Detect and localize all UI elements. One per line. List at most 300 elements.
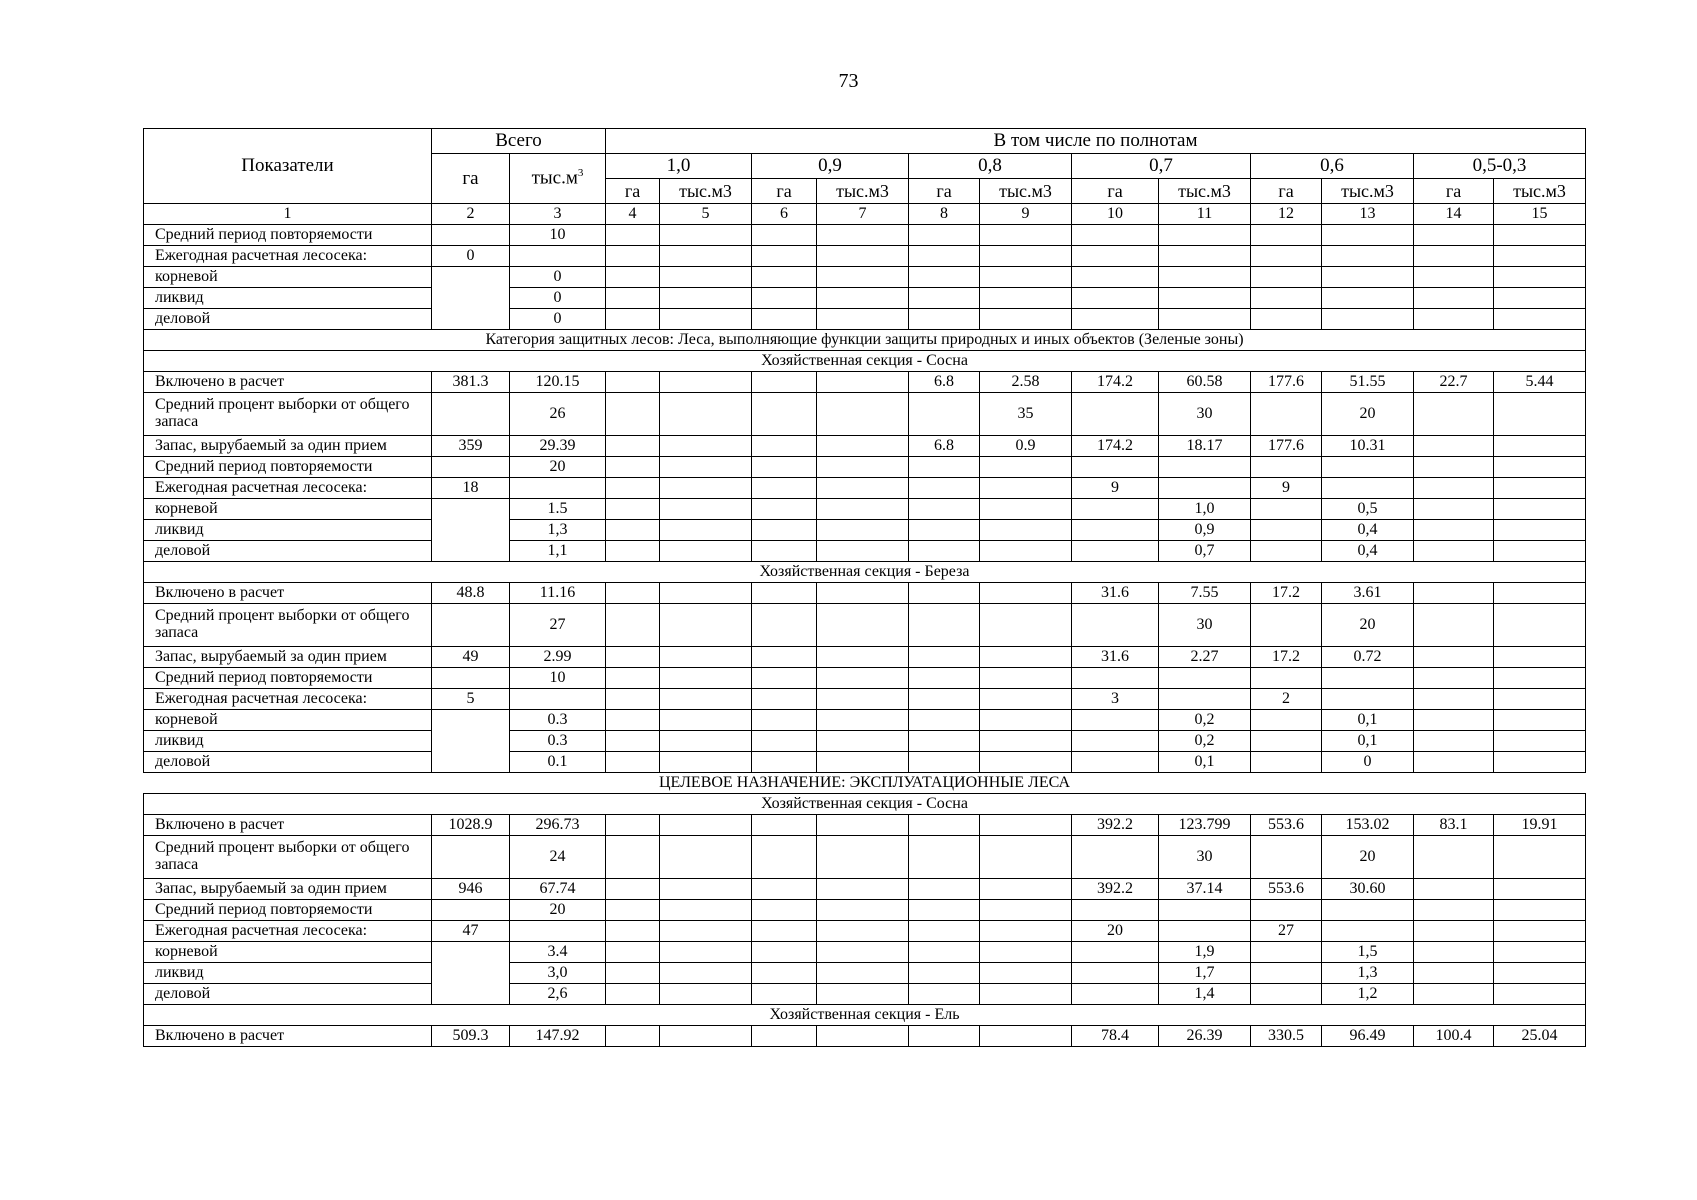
total-header: Всего <box>432 129 606 154</box>
table-cell: 3.4 <box>510 942 606 963</box>
table-cell: 6.8 <box>909 372 980 393</box>
table-cell <box>660 583 752 604</box>
column-number-row <box>144 204 1586 225</box>
section-row <box>144 330 1586 351</box>
table-cell <box>817 457 909 478</box>
table-cell <box>1414 647 1494 668</box>
table-cell <box>909 225 980 246</box>
table-cell <box>817 604 909 647</box>
table-cell: 30 <box>1159 836 1251 879</box>
table-cell: 5 <box>432 689 510 710</box>
table-cell <box>752 499 817 520</box>
table-row <box>144 1026 1586 1047</box>
table-cell: 0.9 <box>980 436 1072 457</box>
table-cell <box>432 604 510 647</box>
table-cell <box>1494 731 1586 752</box>
table-row <box>144 815 1586 836</box>
table-cell <box>1414 457 1494 478</box>
density-header: 1,0 <box>606 154 752 179</box>
table-cell: 1028.9 <box>432 815 510 836</box>
table-cell <box>817 731 909 752</box>
table-cell <box>660 520 752 541</box>
table-cell: 30 <box>1159 393 1251 436</box>
table-cell: 174.2 <box>1072 436 1159 457</box>
table-cell: 0.72 <box>1322 647 1414 668</box>
table-cell <box>909 604 980 647</box>
table-cell <box>1072 457 1159 478</box>
table-cell <box>660 225 752 246</box>
table-cell <box>817 541 909 562</box>
table-cell <box>660 1026 752 1047</box>
table-cell <box>606 457 660 478</box>
table-cell <box>1414 668 1494 689</box>
total-ha-header: га <box>432 154 510 204</box>
table-row <box>144 752 1586 773</box>
table-cell <box>510 478 606 499</box>
table-cell: 0,4 <box>1322 541 1414 562</box>
table-cell: 11.16 <box>510 583 606 604</box>
table-cell: 1,3 <box>510 520 606 541</box>
table-cell <box>1414 942 1494 963</box>
table-cell <box>752 921 817 942</box>
table-cell <box>909 583 980 604</box>
table-cell <box>980 752 1072 773</box>
table-cell <box>1414 836 1494 879</box>
table-cell: 1.5 <box>510 499 606 520</box>
table-cell <box>909 836 980 879</box>
table-cell <box>1251 309 1322 330</box>
table-cell: 392.2 <box>1072 815 1159 836</box>
table-cell <box>1322 689 1414 710</box>
table-cell <box>1072 246 1159 267</box>
table-cell <box>660 541 752 562</box>
table-cell <box>817 984 909 1005</box>
table-cell: 29.39 <box>510 436 606 457</box>
table-cell: 1,4 <box>1159 984 1251 1005</box>
table-cell <box>1251 984 1322 1005</box>
table-cell: 0,2 <box>1159 710 1251 731</box>
table-cell <box>752 246 817 267</box>
table-cell: 2.99 <box>510 647 606 668</box>
section-row <box>144 351 1586 372</box>
table-cell <box>1251 393 1322 436</box>
table-cell <box>817 583 909 604</box>
column-number: 12 <box>1251 204 1322 225</box>
table-cell <box>1494 647 1586 668</box>
table-cell <box>817 478 909 499</box>
ha-subheader: га <box>606 179 660 204</box>
table-cell <box>1414 267 1494 288</box>
table-cell: 20 <box>510 457 606 478</box>
table-cell <box>432 900 510 921</box>
table-cell <box>660 963 752 984</box>
table-cell <box>817 436 909 457</box>
table-cell: 37.14 <box>1159 879 1251 900</box>
table-cell <box>1414 393 1494 436</box>
table-cell <box>1414 963 1494 984</box>
table-cell <box>817 288 909 309</box>
table-cell: 1,7 <box>1159 963 1251 984</box>
column-number: 1 <box>144 204 432 225</box>
table-cell <box>1072 393 1159 436</box>
volume-subheader: тыс.м3 <box>1159 179 1251 204</box>
table-cell <box>1414 499 1494 520</box>
table-row <box>144 984 1586 1005</box>
table-cell <box>1251 668 1322 689</box>
row-label: Запас, вырубаемый за один прием <box>144 436 432 457</box>
table-cell <box>1072 984 1159 1005</box>
table-cell <box>752 815 817 836</box>
table-row <box>144 900 1586 921</box>
table-cell <box>1251 710 1322 731</box>
page-number: 73 <box>838 70 859 92</box>
table-cell: 5.44 <box>1494 372 1586 393</box>
table-body <box>144 225 1586 1047</box>
row-label: Включено в расчет <box>144 1026 432 1047</box>
table-cell <box>660 246 752 267</box>
table-cell <box>1322 246 1414 267</box>
table-cell <box>752 583 817 604</box>
table-cell: 30.60 <box>1322 879 1414 900</box>
table-cell: 1,5 <box>1322 942 1414 963</box>
table-cell <box>606 836 660 879</box>
table-cell <box>752 604 817 647</box>
table-cell <box>1414 436 1494 457</box>
table-row <box>144 246 1586 267</box>
table-cell: 1,0 <box>1159 499 1251 520</box>
table-cell <box>980 815 1072 836</box>
table-cell <box>1159 478 1251 499</box>
table-cell <box>1251 900 1322 921</box>
table-cell <box>909 752 980 773</box>
table-cell: 6.8 <box>909 436 980 457</box>
table-cell <box>752 288 817 309</box>
table-cell <box>1159 225 1251 246</box>
density-header: 0,9 <box>752 154 909 179</box>
row-label: ликвид <box>144 288 432 309</box>
table-cell <box>817 267 909 288</box>
table-cell: 2.58 <box>980 372 1072 393</box>
table-cell <box>1494 879 1586 900</box>
table-cell: 19.91 <box>1494 815 1586 836</box>
table-cell: 3.61 <box>1322 583 1414 604</box>
table-row <box>144 647 1586 668</box>
table-cell: 51.55 <box>1322 372 1414 393</box>
table-cell: 0,2 <box>1159 731 1251 752</box>
table-cell <box>752 647 817 668</box>
table-cell <box>980 710 1072 731</box>
row-label: корневой <box>144 710 432 731</box>
merged-area-cell <box>432 267 510 330</box>
table-cell <box>1159 921 1251 942</box>
table-cell <box>606 288 660 309</box>
table-cell: 10.31 <box>1322 436 1414 457</box>
row-label: Средний период повторяемости <box>144 457 432 478</box>
column-number: 2 <box>432 204 510 225</box>
table-cell <box>606 436 660 457</box>
table-cell <box>1494 583 1586 604</box>
table-cell <box>752 1026 817 1047</box>
table-cell <box>1322 288 1414 309</box>
table-cell <box>752 668 817 689</box>
table-cell <box>909 288 980 309</box>
table-cell <box>817 372 909 393</box>
volume-subheader: тыс.м3 <box>980 179 1072 204</box>
table-cell: 330.5 <box>1251 1026 1322 1047</box>
table-cell <box>1251 267 1322 288</box>
table-row <box>144 541 1586 562</box>
table-row <box>144 921 1586 942</box>
table-cell <box>1494 836 1586 879</box>
table-row <box>144 583 1586 604</box>
table-cell <box>1251 288 1322 309</box>
section-row <box>144 1005 1586 1026</box>
table-cell <box>606 689 660 710</box>
table-cell <box>1494 689 1586 710</box>
row-label: Ежегодная расчетная лесосека: <box>144 478 432 499</box>
table-cell: 31.6 <box>1072 647 1159 668</box>
table-cell <box>606 668 660 689</box>
table-cell <box>909 668 980 689</box>
table-cell <box>1159 246 1251 267</box>
table-cell <box>1072 225 1159 246</box>
table-cell <box>752 836 817 879</box>
table-cell <box>660 457 752 478</box>
table-cell <box>1251 457 1322 478</box>
table-cell <box>606 900 660 921</box>
table-cell <box>817 942 909 963</box>
table-cell <box>660 372 752 393</box>
table-cell <box>980 457 1072 478</box>
ha-subheader: га <box>1414 179 1494 204</box>
table-cell <box>752 900 817 921</box>
table-cell <box>660 267 752 288</box>
merged-area-cell <box>432 942 510 1005</box>
table-cell <box>1414 478 1494 499</box>
table-cell: 1,1 <box>510 541 606 562</box>
table-cell <box>980 731 1072 752</box>
table-cell <box>909 963 980 984</box>
table-cell <box>1251 225 1322 246</box>
table-cell <box>980 1026 1072 1047</box>
table-cell <box>1072 288 1159 309</box>
ha-subheader: га <box>752 179 817 204</box>
table-cell: 553.6 <box>1251 815 1322 836</box>
table-cell <box>606 372 660 393</box>
row-label: деловой <box>144 309 432 330</box>
table-row <box>144 689 1586 710</box>
table-cell <box>980 668 1072 689</box>
table-cell <box>1322 309 1414 330</box>
table-cell <box>752 752 817 773</box>
table-cell <box>606 499 660 520</box>
table-cell <box>606 752 660 773</box>
row-label: Включено в расчет <box>144 583 432 604</box>
density-header: 0,7 <box>1072 154 1251 179</box>
row-label: деловой <box>144 541 432 562</box>
table-cell: 100.4 <box>1414 1026 1494 1047</box>
purpose-row <box>144 773 1586 794</box>
table-cell <box>1494 942 1586 963</box>
table-cell <box>1494 457 1586 478</box>
table-cell <box>606 541 660 562</box>
row-label: Средний период повторяемости <box>144 668 432 689</box>
table-cell <box>817 668 909 689</box>
table-cell <box>980 963 1072 984</box>
table-cell <box>660 942 752 963</box>
ha-subheader: га <box>1072 179 1159 204</box>
table-cell <box>1322 668 1414 689</box>
table-cell: 509.3 <box>432 1026 510 1047</box>
table-cell: 553.6 <box>1251 879 1322 900</box>
table-cell <box>1494 984 1586 1005</box>
table-cell <box>1072 267 1159 288</box>
table-cell: 2 <box>1251 689 1322 710</box>
table-cell: 0 <box>432 246 510 267</box>
row-label: корневой <box>144 942 432 963</box>
table-cell <box>660 984 752 1005</box>
table-cell <box>606 604 660 647</box>
table-cell <box>1072 541 1159 562</box>
table-row <box>144 267 1586 288</box>
table-cell <box>1251 752 1322 773</box>
row-label: Средний период повторяемости <box>144 900 432 921</box>
forest-allowance-table <box>143 128 1586 1047</box>
table-cell: 177.6 <box>1251 436 1322 457</box>
purpose-title: ЦЕЛЕВОЕ НАЗНАЧЕНИЕ: ЭКСПЛУАТАЦИОННЫЕ ЛЕСА <box>144 773 1586 794</box>
table-cell <box>1414 246 1494 267</box>
table-row <box>144 836 1586 879</box>
table-cell <box>1159 900 1251 921</box>
table-cell <box>1072 309 1159 330</box>
table-cell <box>1072 900 1159 921</box>
table-cell <box>1494 225 1586 246</box>
row-label: Запас, вырубаемый за один прием <box>144 647 432 668</box>
table-cell <box>817 963 909 984</box>
table-row <box>144 436 1586 457</box>
table-row <box>144 457 1586 478</box>
table-cell <box>1414 879 1494 900</box>
table-cell <box>1494 921 1586 942</box>
table-row <box>144 963 1586 984</box>
table-cell <box>752 689 817 710</box>
table-cell: 78.4 <box>1072 1026 1159 1047</box>
row-label: Средний процент выборки от общего запаса <box>144 604 432 647</box>
table-cell <box>1414 583 1494 604</box>
column-number: 13 <box>1322 204 1414 225</box>
table-cell <box>909 647 980 668</box>
table-cell <box>752 541 817 562</box>
table-cell <box>1414 710 1494 731</box>
table-cell <box>817 921 909 942</box>
table-cell: 3,0 <box>510 963 606 984</box>
section-row <box>144 794 1586 815</box>
row-label: Запас, вырубаемый за один прием <box>144 879 432 900</box>
ha-subheader: га <box>909 179 980 204</box>
table-cell <box>817 225 909 246</box>
table-cell <box>909 499 980 520</box>
table-cell <box>1414 309 1494 330</box>
section-title: Категория защитных лесов: Леса, выполняющие функции защиты природных и иных объектов (Зеленые зоны) <box>144 330 1586 351</box>
table-cell <box>660 604 752 647</box>
table-cell <box>1414 288 1494 309</box>
table-cell <box>980 689 1072 710</box>
table-row <box>144 478 1586 499</box>
table-cell <box>909 984 980 1005</box>
by-density-header: В том числе по полнотам <box>606 129 1586 154</box>
table-cell: 25.04 <box>1494 1026 1586 1047</box>
table-cell <box>606 942 660 963</box>
table-cell <box>606 815 660 836</box>
table-cell <box>1251 963 1322 984</box>
table-cell <box>1072 836 1159 879</box>
table-cell: 0,4 <box>1322 520 1414 541</box>
table-cell <box>1322 225 1414 246</box>
table-cell: 27 <box>1251 921 1322 942</box>
table-cell <box>817 689 909 710</box>
table-row <box>144 731 1586 752</box>
table-cell <box>909 246 980 267</box>
row-label: Ежегодная расчетная лесосека: <box>144 921 432 942</box>
row-label: ликвид <box>144 520 432 541</box>
table-cell: 9 <box>1072 478 1159 499</box>
table-cell <box>606 963 660 984</box>
section-title: Хозяйственная секция - Ель <box>144 1005 1586 1026</box>
table-cell <box>980 942 1072 963</box>
table-cell <box>1494 436 1586 457</box>
table-cell <box>909 457 980 478</box>
column-number: 8 <box>909 204 980 225</box>
table-cell <box>1322 478 1414 499</box>
table-cell <box>980 478 1072 499</box>
table-cell <box>606 984 660 1005</box>
table-cell <box>1072 731 1159 752</box>
table-cell <box>980 604 1072 647</box>
table-cell <box>660 689 752 710</box>
row-label: ликвид <box>144 731 432 752</box>
table-cell <box>1494 752 1586 773</box>
total-volume-header <box>510 154 606 204</box>
table-cell <box>606 393 660 436</box>
column-number: 6 <box>752 204 817 225</box>
table-cell <box>606 267 660 288</box>
table-cell <box>1494 710 1586 731</box>
table-cell: 20 <box>1322 604 1414 647</box>
table-cell <box>606 710 660 731</box>
table-cell <box>510 689 606 710</box>
table-cell: 0.1 <box>510 752 606 773</box>
table-cell <box>660 900 752 921</box>
table-cell <box>1494 499 1586 520</box>
row-label: Средний период повторяемости <box>144 225 432 246</box>
table-cell <box>817 879 909 900</box>
section-title: Хозяйственная секция - Сосна <box>144 351 1586 372</box>
column-number: 14 <box>1414 204 1494 225</box>
table-cell: 392.2 <box>1072 879 1159 900</box>
table-cell: 96.49 <box>1322 1026 1414 1047</box>
table-cell <box>1414 604 1494 647</box>
table-cell <box>606 246 660 267</box>
table-cell <box>909 879 980 900</box>
table-cell <box>909 689 980 710</box>
row-label: корневой <box>144 267 432 288</box>
column-number: 5 <box>660 204 752 225</box>
table-cell <box>817 710 909 731</box>
table-cell <box>1494 900 1586 921</box>
table-row <box>144 710 1586 731</box>
ha-subheader: га <box>1251 179 1322 204</box>
table-cell <box>510 246 606 267</box>
